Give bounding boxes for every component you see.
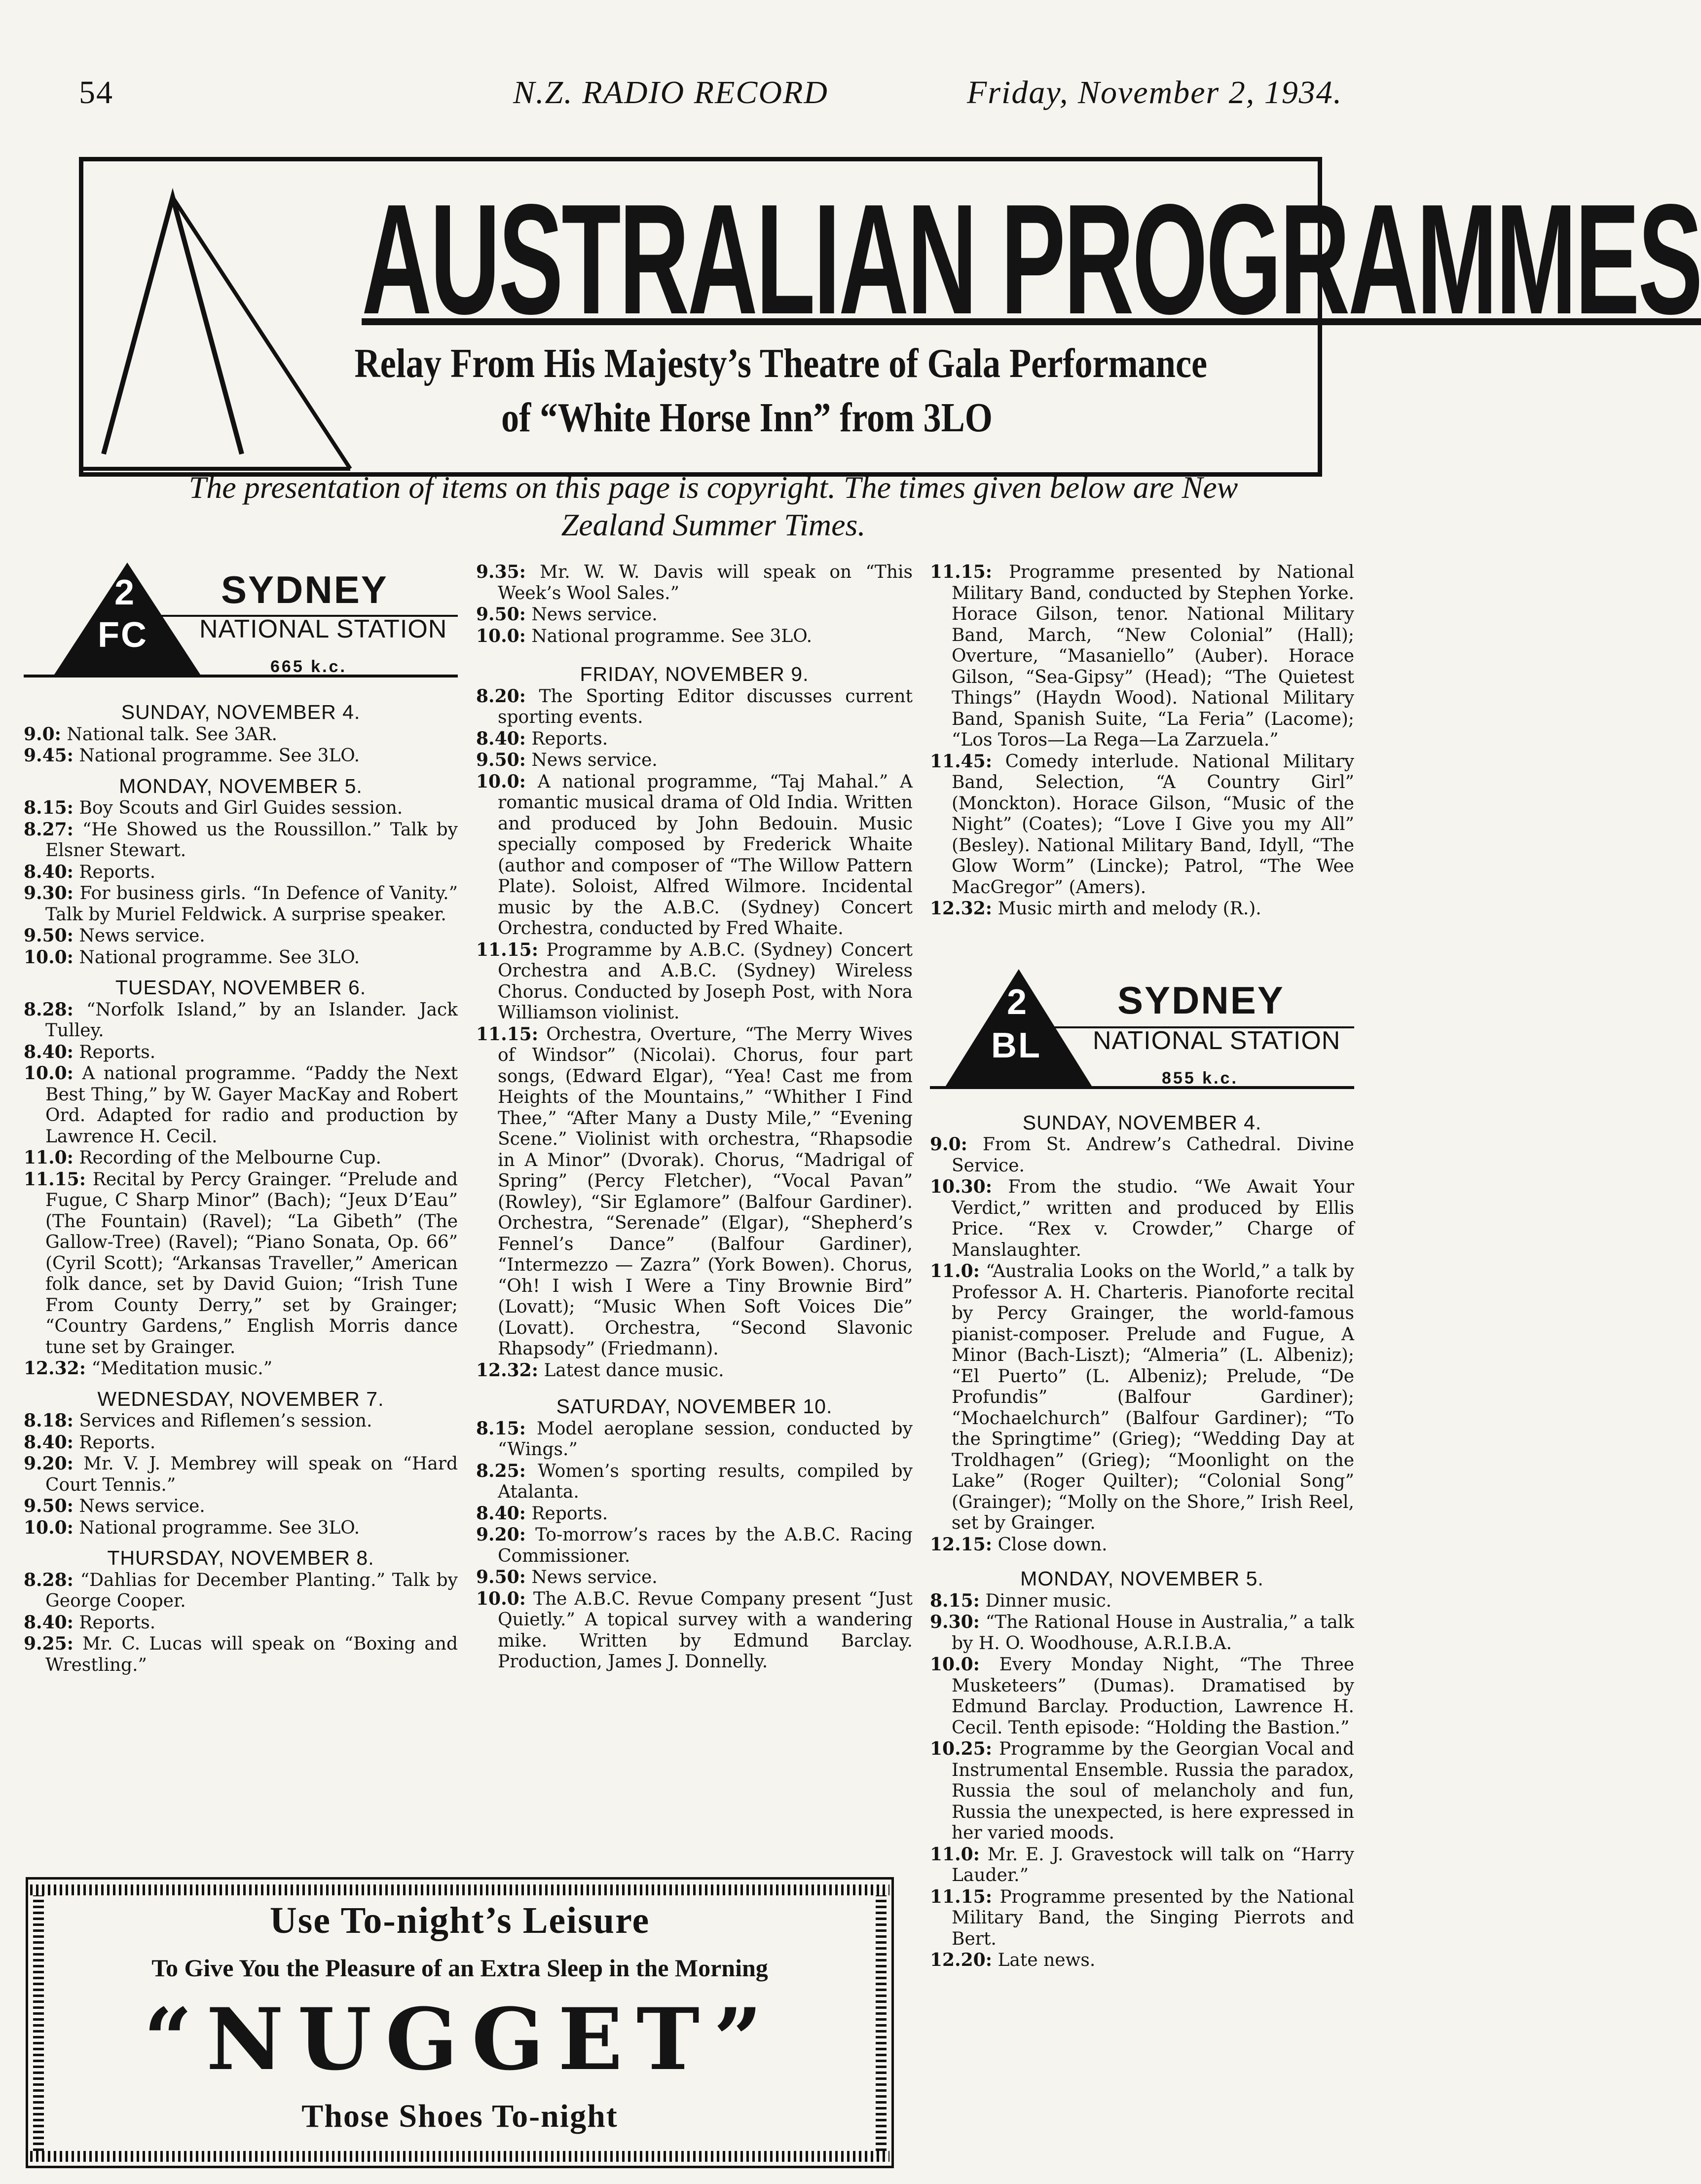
schedule-description: Dinner music. [985,1590,1112,1611]
banner-subtitle-1: Relay From His Majesty’s Theatre of Gala Performance [354,340,1208,386]
schedule-time: 9.50: [476,1567,526,1587]
schedule-entry [930,1134,1354,1176]
schedule-entry [476,1024,913,1360]
schedule-time: 9.35: [476,562,526,582]
schedule-entry [24,797,458,819]
schedule-description: To-morrow’s races by the A.B.C. Racing Commissioner. [498,1525,913,1566]
schedule-entry [476,686,913,728]
schedule-time: 11.45: [930,751,993,772]
day-heading: SUNDAY, NOVEMBER 4. [1022,1111,1262,1134]
column-2bl [930,562,1354,1971]
station-subtitle-2bl: NATIONAL STATION [1093,1026,1341,1055]
schedule-time: 9.30: [930,1612,980,1632]
schedule-entry [930,562,1354,751]
station-logo-2bl [930,964,1354,1097]
schedule-entry [24,745,458,767]
schedule-entry [476,1418,913,1461]
schedule-time: 10.0: [476,1588,526,1609]
schedule-entry [930,1654,1354,1738]
column-2fc-continued [476,562,913,1673]
schedule-time: 10.0: [476,625,526,646]
schedule-entry [476,728,913,750]
schedule-description: News service. [79,1496,205,1516]
schedule-time: 12.15: [930,1534,993,1555]
copyright-notice-line-2: Zealand Summer Times. [561,507,866,542]
ad-border-bottom [30,2151,889,2162]
column-2fc [24,558,458,1676]
schedule-entry [930,1534,1354,1556]
schedule-description: Mr. C. Lucas will speak on “Boxing and Wrestling.” [45,1634,458,1675]
day-heading: MONDAY, NOVEMBER 5. [119,774,363,797]
schedule-entry [930,1950,1354,1971]
schedule-entry [930,751,1354,899]
schedule-entry [476,771,913,940]
schedule-entry [476,1524,913,1567]
schedule-description: National programme. See 3LO. [79,746,360,766]
schedule-entry [24,1633,458,1676]
schedule-entry [930,898,1354,920]
day-heading: THURSDAY, NOVEMBER 8. [107,1546,374,1569]
schedule-time: 8.40: [24,1431,74,1453]
schedule-list [24,1410,458,1539]
schedule-description: “He Showed us the Roussillon.” Talk by Elsner Stewart. [45,819,458,861]
schedule-time: 9.50: [476,604,526,625]
schedule-description: News service. [531,1567,658,1587]
schedule-entry [24,862,458,883]
ad-border-top [30,1884,889,1895]
schedule-list [930,562,1354,920]
schedule-entry [930,1612,1354,1654]
schedule-entry [24,947,458,969]
station-badge-code-2fc: FC [98,615,148,655]
schedule-time: 12.32: [476,1359,539,1381]
ad-slogan: Those Shoes To-night [301,2098,618,2134]
schedule-description: National programme. See 3LO. [79,1517,360,1538]
station-logo-2fc [24,558,458,686]
schedule-description: Mr. W. W. Davis will speak on “This Week’s Wool Sales.” [498,562,913,603]
banner-title: AUSTRALIAN PROGRAMMES [362,172,1701,347]
schedule-time: 8.28: [24,999,74,1020]
schedule-description: “Meditation music.” [91,1358,273,1379]
schedule-description: Women’s sporting results, compiled by Atalanta. [498,1461,913,1502]
schedule-time: 9.25: [24,1633,74,1654]
schedule-description: Boy Scouts and Girl Guides session. [79,798,403,818]
schedule-description: For business girls. “In Defence of Vanity.” Talk by Muriel Feldwick. A surprise speaker. [45,883,458,925]
day-heading: WEDNESDAY, NOVEMBER 7. [97,1387,384,1410]
schedule-time: 8.40: [476,1503,526,1524]
schedule-time: 12.32: [930,898,993,919]
schedule-description: The Sporting Editor discusses current sporting events. [498,686,913,727]
schedule-time: 8.25: [476,1460,526,1481]
station-name-2fc: SYDNEY [221,568,388,611]
schedule-entry [24,1453,458,1496]
schedule-list [24,999,458,1380]
schedule-time: 8.28: [24,1569,74,1590]
schedule-entry [24,1432,458,1454]
schedule-entry [24,883,458,925]
schedule-description: Reports. [79,1612,156,1633]
station-name-2bl: SYDNEY [1117,978,1285,1022]
ad-tagline: To Give You the Pleasure of an Extra Sleep in the Morning [151,1954,768,1982]
schedule-entry [476,1588,913,1673]
schedule-entry [476,1461,913,1503]
schedule-time: 11.15: [24,1168,86,1190]
schedule-entry [24,1570,458,1612]
schedule-description: Recital by Percy Grainger. “Prelude and Fugue, C Sharp Minor” (Bach); “Jeux D’Eau” (The Fountain) (Ravel); “La Gibeth” (The Gallow-Tree) (Ravel); “Piano Sonata, Op. 66” (Cyril Scott); “Arkansas Traveller,” American folk dance, set by David Guion; “Irish Tune From County Derry,” set by Grainger; “Country Gardens,” English Morris dance tune set by Grainger. [45,1169,458,1357]
schedule-description: Late news. [998,1950,1096,1970]
schedule-time: 10.0: [24,946,74,968]
schedule-entry [24,1169,458,1358]
schedule-description: “Norfolk Island,” by an Islander. Jack Tulley. [45,999,458,1041]
schedule-description: A national programme, “Taj Mahal.” A romantic musical drama of Old India. Written and produced by John Bedouin. Music specially composed by Frederick Whaite (author and composer of “The Willow Pattern Plate). Soloist, Alfred Wilmore. Incidental music by the A.B.C. (Sydney) Concert Orchestra, conducted by Fred Whaite. [498,771,913,939]
schedule-description: Music mirth and melody (R.). [998,899,1261,919]
schedule-description: From the studio. “We Await Your Verdict,” written and produced by Ellis Price. “Rex v. Crowder,” Charge of Manslaughter. [952,1177,1354,1260]
schedule-time: 8.40: [24,861,74,882]
schedule-entry [24,1612,458,1634]
schedule-time: 11.0: [930,1844,980,1865]
day-heading: SATURDAY, NOVEMBER 10. [556,1395,833,1418]
schedule-time: 8.40: [24,1041,74,1062]
schedule-time: 8.40: [24,1612,74,1633]
nugget-advertisement [26,1877,894,2168]
schedule-description: Programme by the Georgian Vocal and Instrumental Ensemble. Russia the paradox, Russia the soul of melancholy and fun, Russia the unexpected, is here expressed in her varied moods. [952,1739,1354,1843]
station-frequency-2fc: 665 k.c. [270,657,347,676]
issue-date: Friday, November 2, 1934. [967,75,1343,111]
schedule-time: 10.0: [476,771,526,792]
schedule-list [476,686,913,1382]
banner-subtitle-2: of “White Horse Inn” from 3LO [501,395,993,441]
schedule-list [24,797,458,968]
ad-headline: Use To-night’s Leisure [269,1900,650,1941]
publication-name: N.Z. RADIO RECORD [513,75,828,111]
schedule-description: “Dahlias for December Planting.” Talk by George Cooper. [45,1570,458,1611]
schedule-description: Reports. [79,1042,156,1062]
schedule-entry [476,604,913,626]
schedule-description: Reports. [531,1503,608,1524]
schedule-description: News service. [79,926,205,946]
schedule-list [476,1418,913,1673]
day-heading: TUESDAY, NOVEMBER 6. [115,976,367,999]
schedule-description: Recording of the Melbourne Cup. [79,1148,381,1168]
schedule-description: National talk. See 3AR. [67,724,277,745]
schedule-description: Programme by A.B.C. (Sydney) Concert Orchestra and A.B.C. (Sydney) Wireless Chorus. Conducted by Joseph Post, with Nora Williamson violinist. [498,940,913,1023]
schedule-time: 10.0: [930,1654,980,1675]
schedule-time: 8.15: [24,797,74,818]
schedule-time: 11.0: [930,1261,980,1281]
station-subtitle-2fc: NATIONAL STATION [199,615,447,643]
schedule-time: 9.50: [24,1496,74,1516]
schedule-entry [476,750,913,771]
schedule-description: The A.B.C. Revue Company present “Just Quietly.” A topical survey with a wandering mike. Written by Edmund Barclay. Production, James J. Donnelly. [498,1588,913,1672]
schedule-description: Programme presented by National Military Band, conducted by Stephen Yorke. Horace Gilson, tenor. National Military Band, March, “New Colonial” (Hall); Overture, “Masaniello” (Auber). Horace Gilson, “Sea-Gipsy” (Head); “The Quietest Things” (Haydn Wood). National Military Band, Spanish Suite, “La Feria” (Lacome); “Los Toros—La Rega—La Zarzuela.” [952,562,1354,750]
schedule-time: 9.30: [24,883,74,904]
schedule-time: 11.0: [24,1147,74,1168]
schedule-time: 8.27: [24,819,74,840]
copyright-notice-line-1: The presentation of items on this page is copyright. The times given below are New [188,470,1238,505]
copyright-notice [47,469,1379,544]
schedule-entry [24,1496,458,1517]
schedule-time: 11.15: [476,1023,539,1045]
day-heading: SUNDAY, NOVEMBER 4. [121,701,361,723]
schedule-entry [930,1886,1354,1950]
schedule-time: 9.50: [476,750,526,770]
schedule-time: 8.20: [476,685,526,707]
schedule-time: 8.15: [930,1590,980,1611]
schedule-time: 8.18: [24,1410,74,1431]
schedule-description: Reports. [531,728,608,749]
schedule-list [930,1590,1354,1971]
schedule-entry [476,940,913,1024]
station-badge-number-2fc: 2 [114,573,136,612]
schedule-time: 10.0: [24,1517,74,1538]
schedule-description: From St. Andrew’s Cathedral. Divine Service. [952,1134,1354,1176]
schedule-entry [476,1567,913,1588]
schedule-time: 11.15: [930,1886,993,1907]
schedule-description: Reports. [79,1432,156,1453]
schedule-time: 9.20: [24,1453,74,1474]
schedule-time: 9.50: [24,925,74,946]
station-badge-number-2bl: 2 [1007,982,1029,1022]
schedule-description: Model aeroplane session, conducted by “Wings.” [498,1418,913,1460]
schedule-description: Services and Riflemen’s session. [79,1411,372,1431]
schedule-time: 9.45: [24,745,74,766]
schedule-description: Every Monday Night, “The Three Musketeers” (Dumas). Dramatised by Edmund Barclay. Production, Lawrence H. Cecil. Tenth episode: “Holding the Bastion.” [952,1655,1354,1738]
schedule-time: 9.0: [930,1134,967,1155]
schedule-description: Reports. [79,862,156,882]
schedule-time: 11.15: [476,939,539,960]
schedule-description: “Australia Looks on the World,” a talk by Professor A. H. Charteris. Pianoforte recital by Percy Grainger, the world-famous pianist-composer. Prelude and Fugue, A Minor (Bach-Liszt); “Almeria” (L. Albeniz); “El Puerto” (L. Albeniz); Prelude, “De Profundis” (Balfour Gardiner); “Mochaelchurch” (Balfour Gardiner); “To the Springtime” (Grieg); “Wedding Day at Troldhagen” (Grieg); “Moonlight on the Lake” (Roger Quilter); “Colonial Song” (Grainger); “Molly on the Shore,” Irish Reel, set by Grainger. [952,1261,1354,1533]
day-heading: MONDAY, NOVEMBER 5. [1020,1567,1264,1590]
schedule-description: National programme. See 3LO. [531,626,813,646]
schedule-time: 8.40: [476,728,526,749]
schedule-time: 10.0: [24,1063,74,1084]
schedule-time: 11.15: [930,562,993,582]
schedule-description: “The Rational House in Australia,” a talk by H. O. Woodhouse, A.R.I.B.A. [952,1612,1354,1654]
banner-a-flourish [74,158,350,474]
schedule-entry [24,1358,458,1380]
schedule-entry [24,999,458,1042]
schedule-entry [24,724,458,746]
schedule-entry [24,1147,458,1169]
schedule-description: Programme presented by the National Military Band, the Singing Pierrots and Bert. [952,1886,1354,1949]
schedule-entry [930,1738,1354,1844]
schedule-list [930,1134,1354,1555]
schedule-description: News service. [531,604,658,625]
schedule-description: Comedy interlude. National Military Band, Selection, “A Country Girl” (Monckton). Horace Gilson, “Music of the Night” (Coates); “Love I Give you my All” (Besley). National Military Band, Idyll, “The Glow Worm” (Lincke); Patrol, “The Wee MacGregor” (Amers). [952,751,1354,898]
schedule-entry [476,626,913,647]
schedule-description: Latest dance music. [544,1360,724,1381]
schedule-time: 12.20: [930,1950,993,1970]
day-heading: FRIDAY, NOVEMBER 9. [580,663,809,685]
schedule-entry [24,1410,458,1432]
schedule-description: A national programme. “Paddy the Next Best Thing,” by W. Gayer MacKay and Robert Ord. Adapted for radio and production by Lawrence H. Cecil. [45,1063,458,1147]
schedule-time: 10.25: [930,1738,993,1759]
schedule-entry [24,1063,458,1147]
schedule-description: Orchestra, Overture, “The Merry Wives of Windsor” (Nicolai). Chorus, four part songs, (Edward Elgar), “Yea! Cast me from Heights of the Mountains,” “Whither I Find Thee,” “After Many a Dusty Mile,” “Evening Scene.” Violinist with orchestra, “Rhapsodie in A Minor” (Dvorak). Chorus, “Madrigal of Spring” (Percy Fletcher), “Vocal Pavan” (Rowley), “Sir Eglamore” (Balfour Gardiner). Orchestra, “Serenade” (Elgar), “Shepherd’s Fennel’s Dance” (Balfour Gardiner), “Intermezzo — Zazra” (York Bowen). Chorus, “Oh! I wish I Were a Tiny Brownie Bird” (Lovatt); “Music When Soft Voices Die” (Lovatt). Orchestra, “Second Slavonic Rhapsody” (Friedmann). [498,1024,913,1359]
schedule-description: Mr. E. J. Gravestock will talk on “Harry Lauder.” [952,1844,1354,1885]
page-number: 54 [79,75,113,111]
schedule-entry [24,1517,458,1539]
schedule-entry [476,1503,913,1525]
station-badge-code-2bl: BL [991,1025,1041,1065]
schedule-entry [24,819,458,862]
schedule-time: 9.0: [24,723,61,745]
ad-brand: “NUGGET” [144,1989,776,2089]
schedule-entry [476,562,913,604]
schedule-description: Close down. [998,1534,1108,1555]
schedule-entry [930,1590,1354,1612]
schedule-time: 10.30: [930,1176,993,1197]
schedule-entry [930,1261,1354,1534]
schedule-description: News service. [531,750,658,770]
schedule-time: 9.20: [476,1524,526,1545]
schedule-list [24,724,458,767]
schedule-entry [24,1042,458,1063]
schedule-entry [930,1844,1354,1886]
schedule-list [476,562,913,647]
station-frequency-2bl: 855 k.c. [1162,1068,1238,1088]
schedule-description: National programme. See 3LO. [79,947,360,968]
schedule-time: 12.32: [24,1358,86,1379]
schedule-entry [476,1360,913,1382]
schedule-list [24,1570,458,1676]
schedule-entry [930,1176,1354,1261]
schedule-entry [24,925,458,947]
schedule-time: 8.15: [476,1418,526,1439]
schedule-description: Mr. V. J. Membrey will speak on “Hard Court Tennis.” [45,1454,458,1495]
